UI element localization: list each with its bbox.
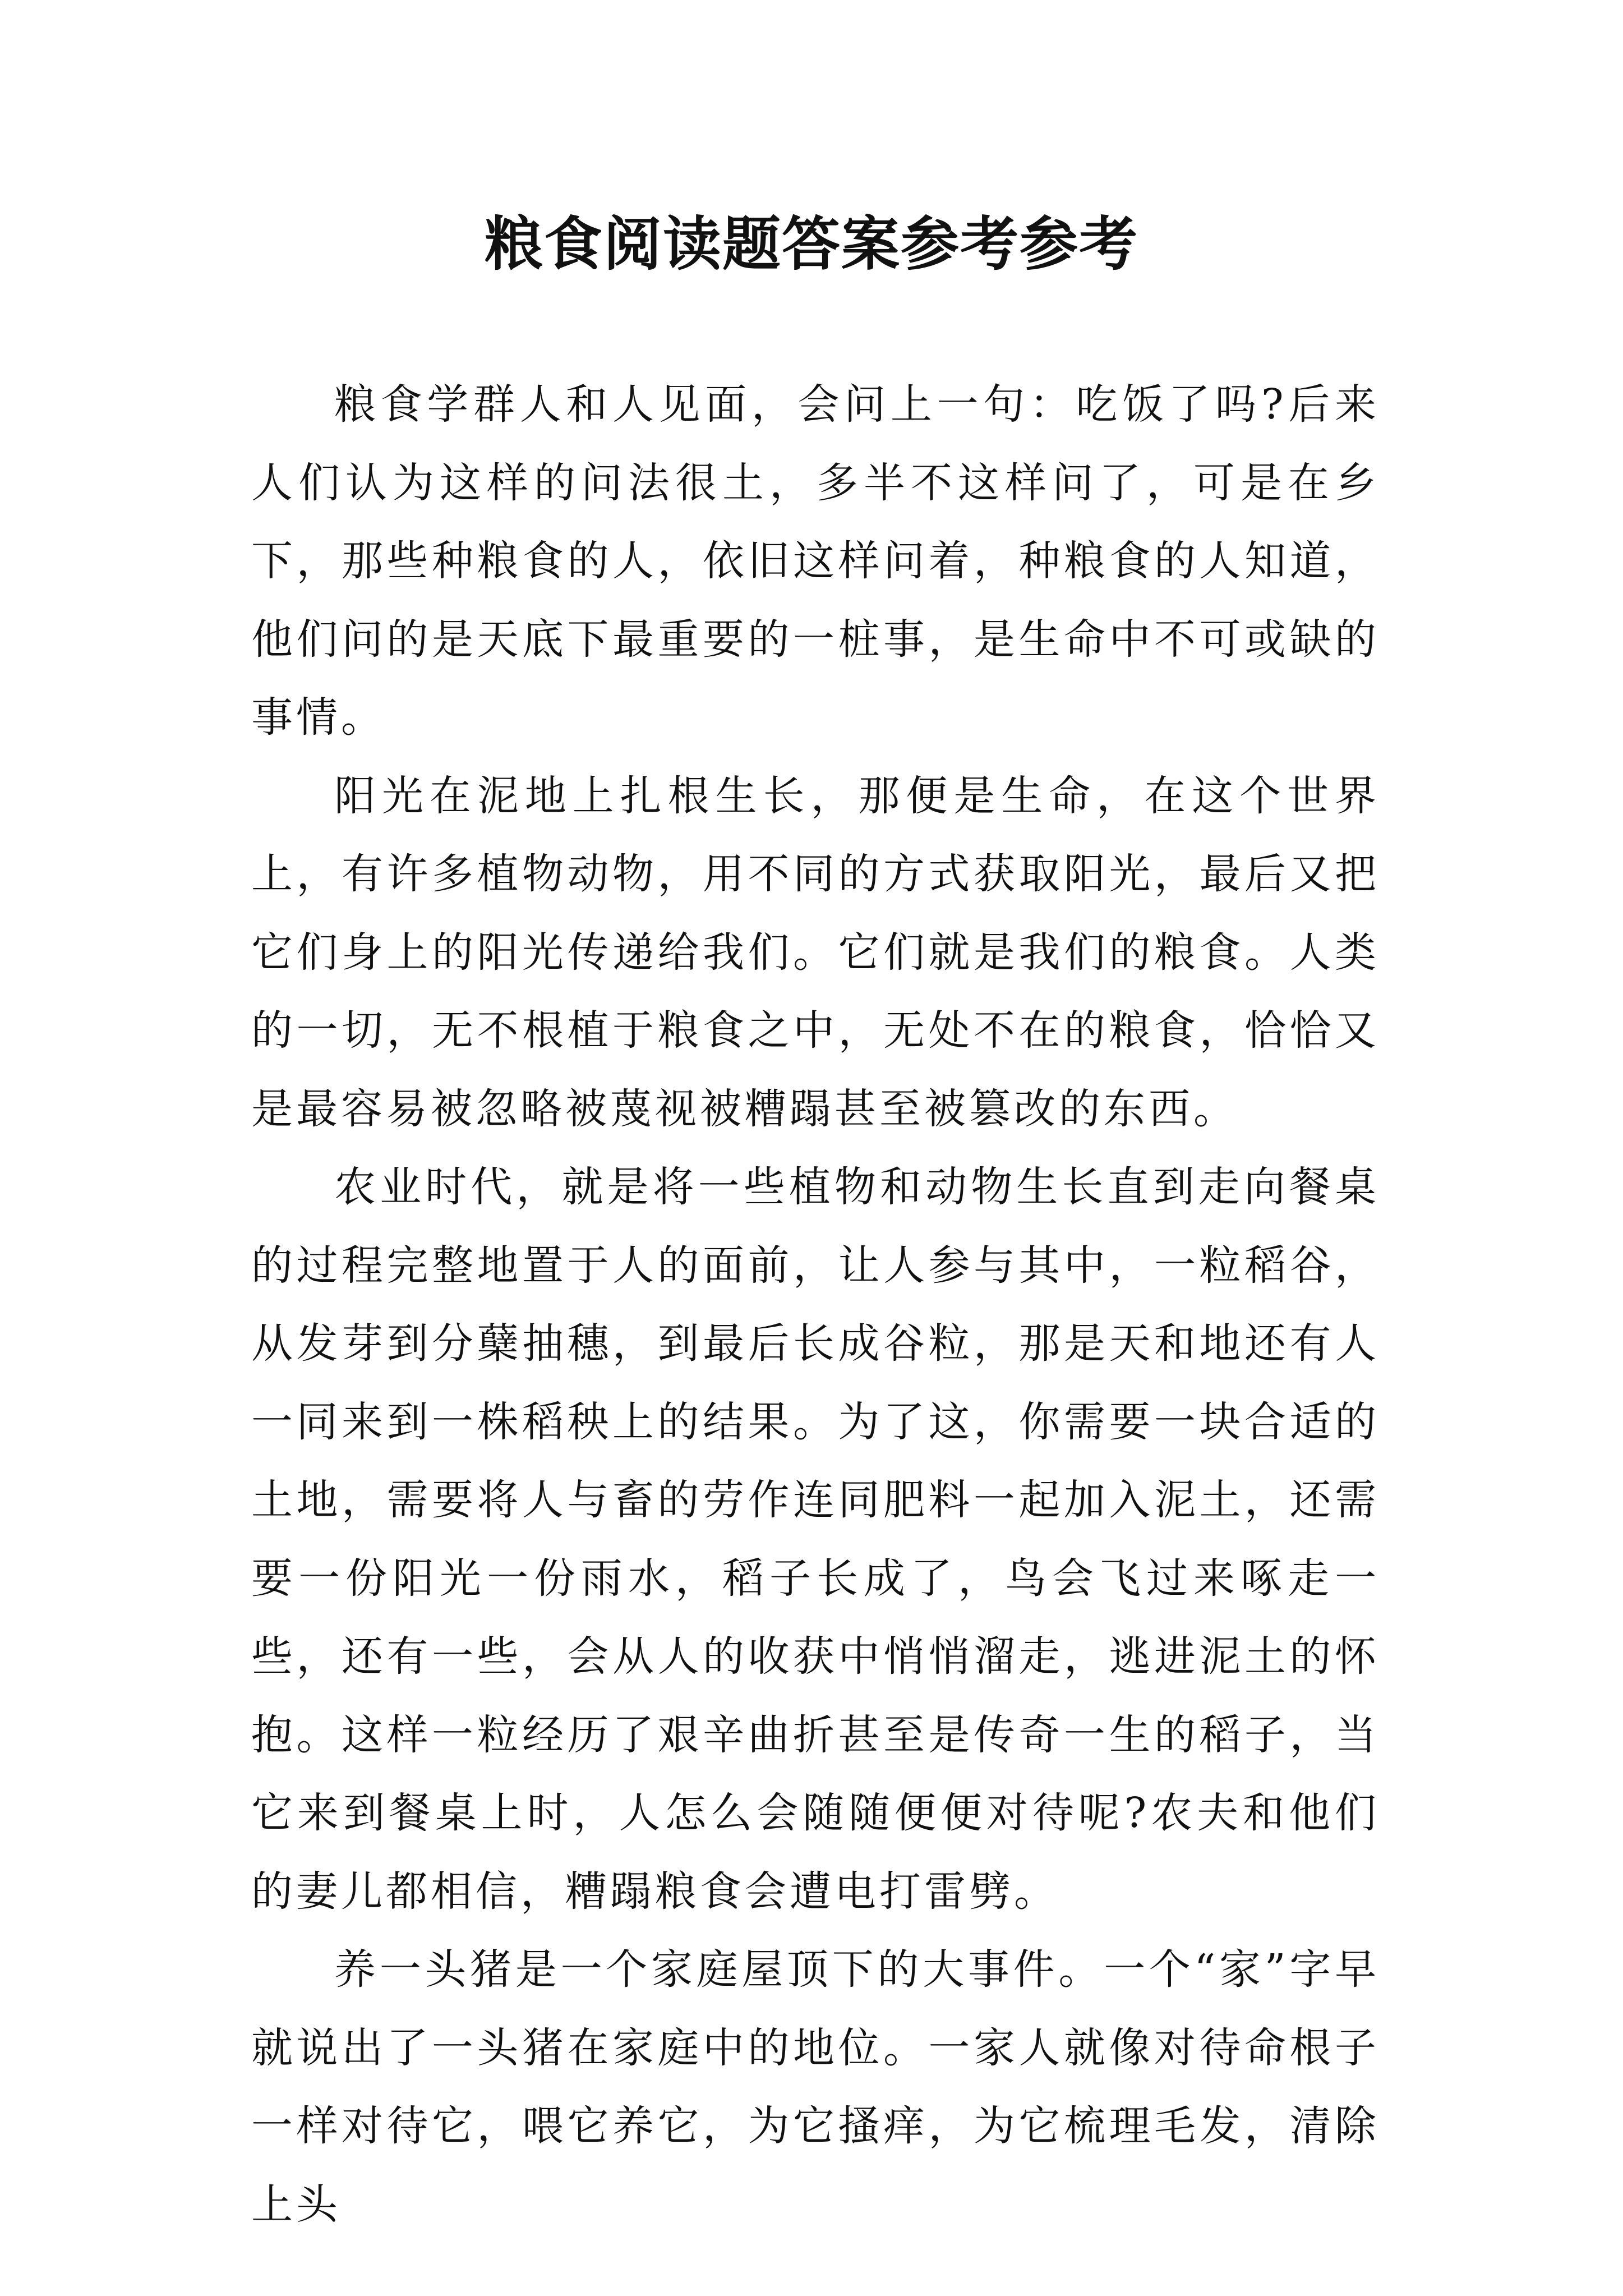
- paragraph: 阳光在泥地上扎根生长，那便是生命，在这个世界上，有许多植物动物，用不同的方式获取阳光，最后又把它们身上的阳光传递给我们。它们就是我们的粮食。人类的一切，无不根植于粮食之中，无处不在的粮食，恰恰又是最容易被忽略被蔑视被糟蹋甚至被篡改的东西。: [251, 771, 1380, 1133]
- document-body: [251, 366, 1380, 2244]
- paragraph: 农业时代，就是将一些植物和动物生长直到走向餐桌的过程完整地置于人的面前，让人参与其中，一粒稻谷，从发芽到分蘖抽穗，到最后长成谷粒，那是天和地还有人一同来到一株稻秧上的结果。为了这，你需要一块合适的土地，需要将人与畜的劳作连同肥料一起加入泥土，还需要一份阳光一份雨水，稻子长成了，鸟会飞过来啄走一些，还有一些，会从人的收获中悄悄溜走，逃进泥土的怀抱。这样一粒经历了艰辛曲折甚至是传奇一生的稻子，当它来到餐桌上时，人怎么会随随便便对待呢?农夫和他们的妻儿都相信，糟蹋粮食会遭电打雷劈。: [251, 1163, 1380, 1916]
- document-title: 粮食阅读题答案参考参考: [484, 209, 1138, 278]
- paragraph: 粮食学群人和人见面，会问上一句：吃饭了吗?后来人们认为这样的问法很土，多半不这样问了，可是在乡下，那些种粮食的人，依旧这样问着，种粮食的人知道，他们问的是天底下最重要的一桩事，是生命中不可或缺的事情。: [251, 380, 1380, 742]
- paragraph: 养一头猪是一个家庭屋顶下的大事件。一个“家”字早就说出了一头猪在家庭中的地位。一家人就像对待命根子一样对待它，喂它养它，为它搔痒，为它梳理毛发，清除上头: [251, 1945, 1380, 2229]
